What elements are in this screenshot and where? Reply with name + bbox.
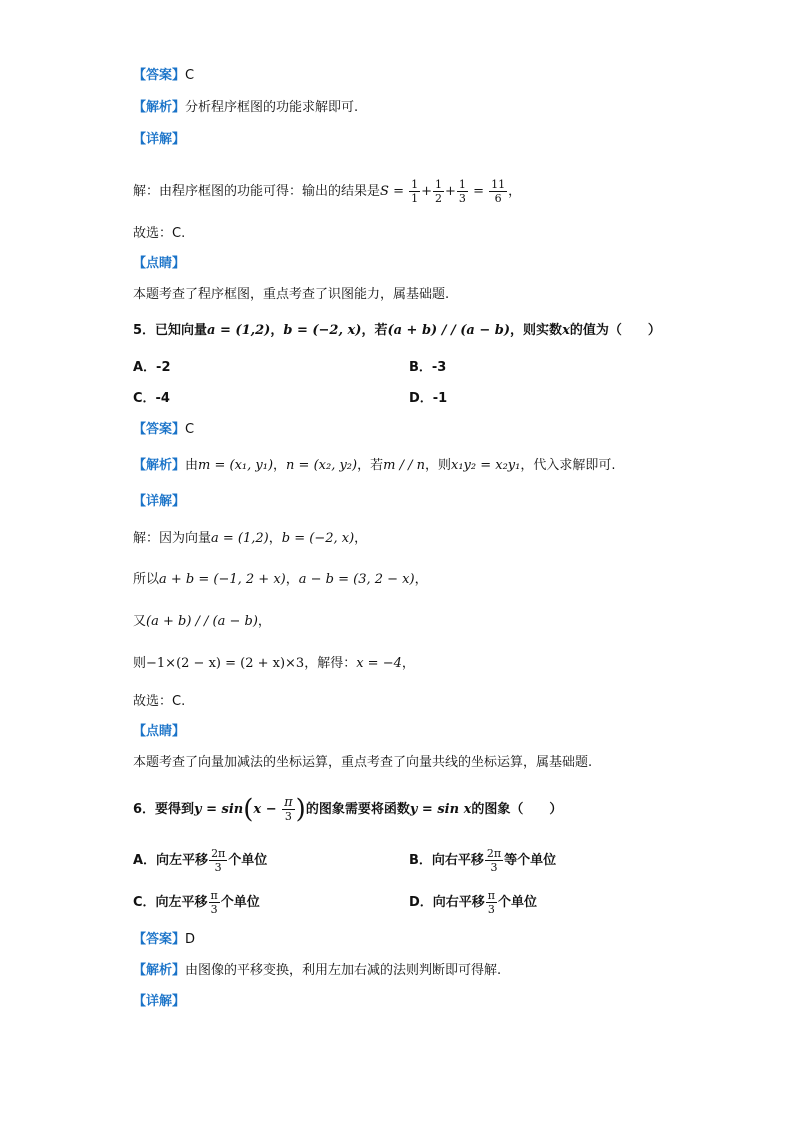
remark-label: 【点睛】 [133,256,186,271]
q6-option-a: A．向左平移 $\frac{2\pi}{3}$ 个单位 [133,847,268,874]
q5-line3: 又(a + b) / / (a − b)， [133,614,271,629]
q4-remark-label-line [133,256,185,272]
q4-analysis-line [133,100,358,116]
fraction: $\frac{\pi}{3}$ [284,795,293,823]
q5-option-d: D．-1 [409,391,448,406]
q4-remark: 本题考查了程序框图，重点考查了识图能力，属基础题. [133,287,450,302]
q6-answer: D [185,932,196,947]
q6-option-d: D．向右平移 $\frac{\pi}{3}$ 个单位 [409,889,538,916]
q5-conclusion: 故选：C. [133,694,186,709]
fraction: $\frac{1}{1}$ [411,178,419,205]
q5-option-a: A．-2 [133,360,171,375]
fraction: $\frac{1}{2}$ [435,178,443,205]
q5-answer-line: 【答案】C [133,422,195,437]
q6-option-c: C．向左平移 $\frac{\pi}{3}$ 个单位 [133,889,260,916]
q5-option-c: C．-4 [133,391,170,406]
answer-label: 【答案】 [133,68,186,83]
q5-line1: 解：因为向量a = (1,2)，b = (−2, x)， [133,531,368,546]
q4-conclusion: 故选：C. [133,226,186,241]
q5-line2: 所以a + b = (−1, 2 + x)，a − b = (3, 2 − x)， [133,572,428,587]
q4-solution-line: 解：由程序框图的功能可得：输出的结果是S = $\frac{1}{1}$ + $\frac{1}{2}$ + $\frac{1}{3}$ = $\frac{11}{6}$ ， [133,178,522,205]
q5-remark-label-line: 【点睛】 [133,724,186,739]
q6-analysis-line: 【解析】由图像的平移变换，利用左加右减的法则判断即可得解. [133,963,502,978]
q5-option-b: B．-3 [409,360,447,375]
q6-answer-line: 【答案】D [133,932,196,947]
q6-detail-label-line: 【详解】 [133,994,186,1009]
q5-analysis-line: 【解析】由m = (x₁, y₁)，n = (x₂, y₂)，若m / / n，则x₁y₂ = x₂y₁，代入求解即可. [133,458,616,473]
q6-stem: 6．要得到y = sin(x − $\frac{\pi}{3}$ )的图象需要将函数y = sin x的图象（ ） [133,794,563,825]
fraction: $\frac{11}{6}$ [491,178,506,205]
q4-detail-label-line [133,132,185,148]
q6-option-b: B．向右平移 $\frac{2\pi}{3}$ 等个单位 [409,847,557,874]
q4-answer-line [133,68,194,84]
q5-detail-label-line: 【详解】 [133,494,186,509]
q4-analysis: 分析程序框图的功能求解即可. [185,100,359,115]
q5-remark: 本题考查了向量加减法的坐标运算，重点考查了向量共线的坐标运算，属基础题. [133,755,593,770]
q5-line4: 则−1×(2 − x) = (2 + x)×3，解得：x = −4， [133,656,415,671]
fraction: $\frac{1}{3}$ [458,178,466,205]
analysis-label: 【解析】 [133,100,186,115]
q4-answer: C [185,68,195,83]
q4-solution-prefix: 解：由程序框图的功能可得：输出的结果是 [133,184,381,199]
detail-label: 【详解】 [133,132,186,147]
q5-answer: C [185,422,195,437]
q5-stem: 5．已知向量a = (1,2)，b = (−2, x)，若(a + b) / / (a − b)，则实数x的值为（ ） [133,323,661,338]
